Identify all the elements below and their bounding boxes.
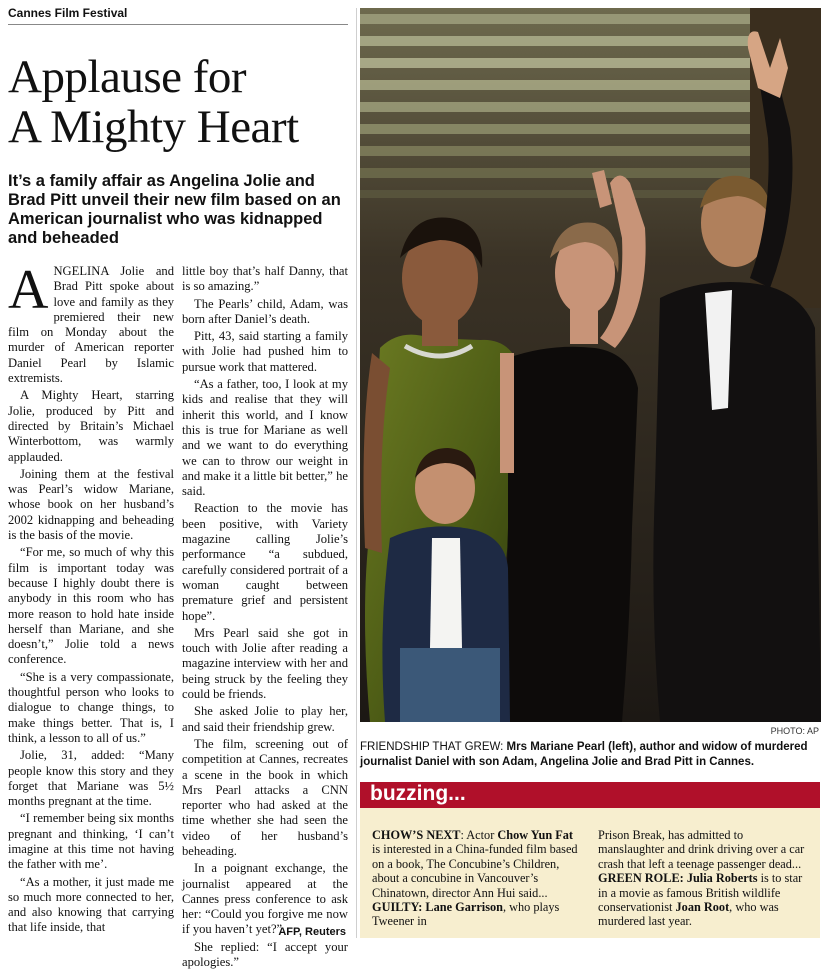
article-paragraph: She replied: “I accept your apologies.” bbox=[182, 939, 348, 970]
buzzing-box bbox=[360, 808, 820, 938]
article-paragraph: “For me, so much of why this film is important today was because I highly doubt there is anybody in this room who has more reason to hold hate inside herself than Mariane, and she doesn’t,” Jolie told a news conference. bbox=[8, 545, 174, 667]
article-paragraph: Pitt, 43, said starting a family with Jolie had pushed him to pursue work that mattered. bbox=[182, 329, 348, 374]
news-photo bbox=[360, 8, 821, 722]
article-paragraph: Mrs Pearl said she got in touch with Jolie after reading a magazine interview with her and being struck by the feeling they could be friends. bbox=[182, 625, 348, 702]
headline-line-1: Applause for bbox=[8, 51, 247, 103]
deck-subheadline: It’s a family affair as Angelina Jolie and Brad Pitt unveil their new film based on an American journalist who was kidnapped and beheaded bbox=[8, 172, 341, 247]
caption-body: Mrs Mariane Pearl (left), author and widow of murdered journalist Daniel with son Adam, Angelina Jolie and Brad Pitt in Cannes. bbox=[360, 741, 808, 768]
article-paragraph: The film, screening out of competition at Cannes, recreates a scene in the book in which Mrs Pearl attacks a CNN reporter who had asked at the time whether she had seen the video of her husband’s beheading. bbox=[182, 736, 348, 858]
article-paragraph: Reaction to the movie has been positive, with Variety magazine calling Jolie’s performance “a subdued, carefully considered portrait of a woman caught between premature grief and persistent hope”. bbox=[182, 501, 348, 623]
article-paragraph: The Pearls’ child, Adam, was born after Daniel’s death. bbox=[182, 296, 348, 326]
article-paragraph: ANGELINA Jolie and Brad Pitt spoke about love and family as they premiered their new film on Monday about the murder of American reporter Daniel Pearl by Islamic extremists. bbox=[8, 259, 174, 386]
article-paragraph: A Mighty Heart, starring Jolie, produced by Pitt and directed by Britain’s Michael Winterbottom, was warmly applauded. bbox=[8, 388, 174, 464]
headline bbox=[8, 52, 352, 152]
column-divider bbox=[356, 8, 357, 938]
article-paragraph: “She is a very compassionate, thoughtful person who looks to dialogue to change things, to make things better. That is, I think, a lesson to all of us.” bbox=[8, 669, 174, 745]
article-paragraph: “I remember being six months pregnant and thinking, ‘I can’t imagine at this time not having the father with me’. bbox=[8, 811, 174, 872]
buzzing-header bbox=[360, 782, 820, 808]
photo-caption bbox=[360, 740, 820, 770]
section-rule bbox=[8, 24, 348, 25]
drop-cap: A bbox=[8, 259, 49, 321]
article-paragraph: little boy that’s half Danny, that is so amazing.” bbox=[182, 264, 348, 294]
section-label: Cannes Film Festival bbox=[8, 6, 128, 20]
article-body-column-1 bbox=[8, 259, 174, 938]
article-credit: AFP, Reuters bbox=[278, 926, 346, 938]
article-paragraph: She asked Jolie to play her, and said their friendship grew. bbox=[182, 704, 348, 734]
buzzing-column-2: Prison Break, has admitted to manslaughter and drink driving over a car crash that left a teenage passenger dead... GREEN ROLE: Julia Roberts is to star in a movie as famous British wildlife conservationist Joan Root, who was murdered last year. bbox=[598, 828, 805, 929]
headline-line-2: A Mighty Heart bbox=[8, 101, 299, 153]
article-paragraph: “As a father, too, I look at my kids and realise that they will inherit this world, and I know this is true for Mariane as well and we want to do everything we can to throw our weight in and make it a little bit better,” he said. bbox=[182, 377, 348, 499]
buzzing-column-1: CHOW’S NEXT: Actor Chow Yun Fat is interested in a China-funded film based on a book, The Concubine’s Children, about a concubine in Vancouver’s Chinatown, director Ann Hui said... GUILTY: Lane Garrison, who plays Tweener in bbox=[372, 828, 578, 929]
photo-illustration bbox=[360, 8, 821, 722]
buzzing-title: buzzing... bbox=[370, 782, 466, 805]
article-paragraph: In a poignant exchange, the journalist appeared at the Cannes press conference to ask her: “Could you forgive me now if you haven’t yet?” bbox=[182, 861, 348, 937]
background-slats bbox=[360, 14, 760, 198]
article-body-column-2 bbox=[182, 264, 348, 972]
article-column bbox=[0, 0, 352, 970]
article-paragraph: “As a mother, it just made me so much more connected to her, and also knowing that carrying that life inside, that bbox=[8, 874, 174, 935]
article-paragraph: Joining them at the festival was Pearl’s widow Mariane, whose book on her husband’s 2002 kidnapping and beheading is the basis of the movie. bbox=[8, 466, 174, 543]
caption-lead: FRIENDSHIP THAT GREW: bbox=[360, 741, 504, 753]
article-paragraph: Jolie, 31, added: “Many people know this story and they forget that Mariane was 5½ months pregnant at the time. bbox=[8, 748, 174, 809]
photo-credit: PHOTO: AP bbox=[770, 726, 819, 736]
